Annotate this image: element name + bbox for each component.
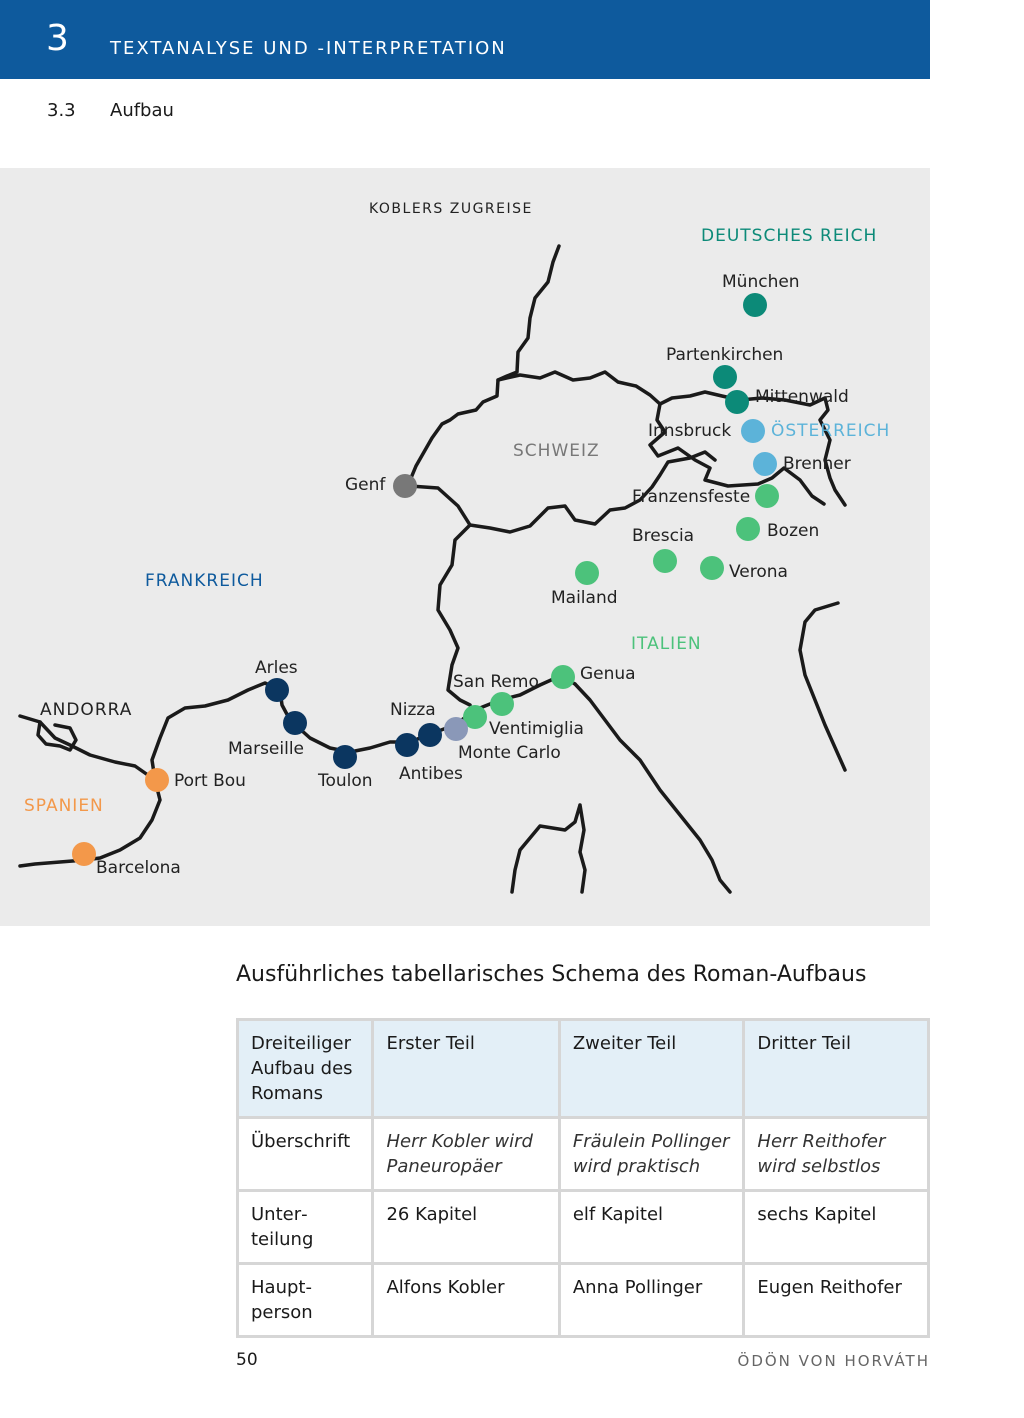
marker-mailand [575, 561, 599, 585]
label-ventimiglia: Ventimiglia [489, 719, 584, 739]
label-antibes: Antibes [399, 764, 463, 784]
marker-marseille [283, 711, 307, 735]
label-san-remo: San Remo [453, 672, 539, 692]
country-spanien: SPANIEN [24, 796, 104, 816]
label-brenner: Brenner [783, 454, 851, 474]
country-oesterreich: ÖSTERREICH [771, 421, 891, 441]
label-mailand: Mailand [551, 588, 618, 608]
label-marseille: Marseille [228, 739, 305, 759]
label-genf: Genf [345, 475, 386, 495]
country-andorra: ANDORRA [40, 700, 133, 720]
table-heading: Ausführliches tabellarisches Schema des Roman-Aufbaus [236, 962, 867, 987]
cell-subdivision-part-3: sechs Kapitel [744, 1191, 929, 1264]
cell-subdivision-part-1: 26 Kapitel [373, 1191, 559, 1264]
header-cell-structure: Dreiteiliger Aufbau des Romans [238, 1020, 373, 1118]
row-label-protagonist: Hauptperson [238, 1264, 373, 1337]
running-footer-author: ÖDÖN VON HORVÁTH [737, 1352, 930, 1370]
marker-partenkirchen [713, 365, 737, 389]
cell-protagonist-part-2: Anna Pollinger [559, 1264, 744, 1337]
table-header-row [238, 1020, 929, 1118]
table-row [238, 1191, 929, 1264]
header-cell-part-2: Zweiter Teil [559, 1020, 744, 1118]
label-toulon: Toulon [318, 771, 373, 791]
marker-port-bou [145, 768, 169, 792]
chapter-header-bar [0, 0, 930, 79]
table-row [238, 1118, 929, 1191]
marker-arles [265, 678, 289, 702]
label-genua: Genua [580, 664, 636, 684]
marker-genf [393, 474, 417, 498]
row-label-subdivision: Unterteilung [238, 1191, 373, 1264]
coast-italy-west [575, 684, 730, 892]
label-innsbruck: Innsbruck [648, 421, 732, 441]
label-mittenwald: Mittenwald [755, 387, 849, 407]
marker-mittenwald [725, 390, 749, 414]
country-frankreich: FRANKREICH [145, 571, 264, 591]
country-deutsches-reich: DEUTSCHES REICH [701, 226, 878, 246]
country-schweiz: SCHWEIZ [513, 441, 600, 461]
cell-subdivision-part-2: elf Kapitel [559, 1191, 744, 1264]
cell-protagonist-part-3: Eugen Reithofer [744, 1264, 929, 1337]
label-partenkirchen: Partenkirchen [666, 345, 784, 365]
marker-toulon [333, 745, 357, 769]
section-number: 3.3 [47, 100, 76, 121]
cell-heading-part-1: Herr Kobler wird Paneuropäer [373, 1118, 559, 1191]
island-corsica [512, 805, 585, 892]
section-title: Aufbau [110, 100, 174, 121]
marker-muenchen [743, 293, 767, 317]
marker-genua [551, 665, 575, 689]
page-number: 50 [236, 1350, 258, 1370]
table-row [238, 1264, 929, 1337]
marker-franzensfeste [755, 484, 779, 508]
cell-heading-part-3: Herr Reithofer wird selbstlos [744, 1118, 929, 1191]
marker-brenner [753, 452, 777, 476]
label-verona: Verona [729, 562, 788, 582]
label-franzensfeste: Franzensfeste [632, 487, 751, 507]
marker-verona [700, 556, 724, 580]
train-journey-map [0, 168, 930, 926]
row-label-heading: Überschrift [238, 1118, 373, 1191]
chapter-title: TEXTANALYSE UND -INTERPRETATION [110, 38, 507, 59]
label-port-bou: Port Bou [174, 771, 246, 791]
marker-innsbruck [741, 419, 765, 443]
label-brescia: Brescia [632, 526, 695, 546]
marker-brescia [653, 549, 677, 573]
marker-nizza [418, 723, 442, 747]
marker-san-remo [490, 692, 514, 716]
map-title: KOBLERS ZUGREISE [369, 201, 533, 217]
country-italien: ITALIEN [631, 634, 702, 654]
header-cell-part-3: Dritter Teil [744, 1020, 929, 1118]
marker-antibes [395, 733, 419, 757]
label-monte-carlo: Monte Carlo [458, 743, 561, 763]
map-canvas [0, 168, 930, 926]
label-muenchen: München [722, 272, 800, 292]
marker-monte-carlo [444, 717, 468, 741]
chapter-number: 3 [46, 18, 69, 59]
label-nizza: Nizza [390, 700, 436, 720]
marker-bozen [736, 517, 760, 541]
marker-barcelona [72, 842, 96, 866]
label-barcelona: Barcelona [96, 858, 181, 878]
header-cell-part-1: Erster Teil [373, 1020, 559, 1118]
label-arles: Arles [255, 658, 298, 678]
coast-italy-east [800, 603, 845, 770]
label-bozen: Bozen [767, 521, 820, 541]
cell-protagonist-part-1: Alfons Kobler [373, 1264, 559, 1337]
structure-table [236, 1018, 930, 1338]
cell-heading-part-2: Fräulein Pollinger wird praktisch [559, 1118, 744, 1191]
